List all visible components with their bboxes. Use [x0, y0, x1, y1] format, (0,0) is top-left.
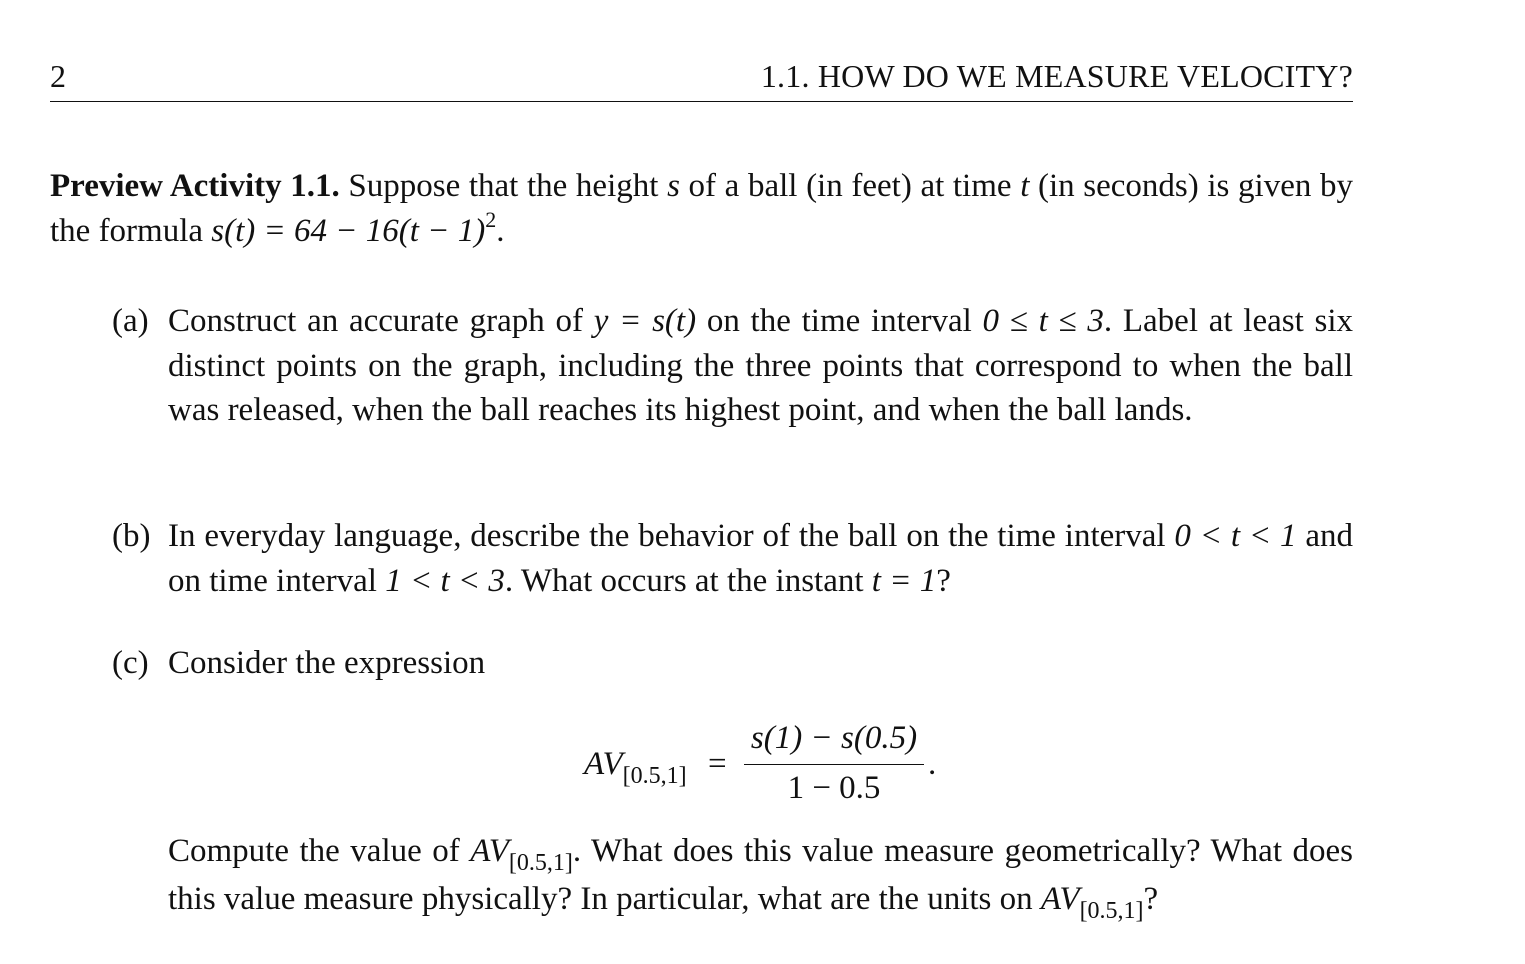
formula-equals: =	[708, 746, 727, 782]
item-a-text-1: Construct an accurate graph of	[168, 303, 594, 339]
item-a	[112, 299, 1353, 479]
header-rule	[50, 101, 1353, 102]
item-b-text-4: ?	[936, 562, 951, 599]
item-a-text-3: . Label at least six distinct points on the graph, including the three points that correspond to when the ball was released, when the ball reaches its highest point, and when the ball lands.	[168, 303, 1353, 428]
item-b-text-1: In everyday language, describe the behavior of the ball on the time interval	[168, 518, 1175, 554]
fraction-bar	[744, 764, 924, 765]
average-velocity-formula	[584, 712, 944, 812]
intro-text-3: (in seconds) is given by the formula	[50, 168, 1353, 249]
item-b-math-2: 1 < t < 3	[385, 562, 505, 599]
item-a-label: (a)	[112, 303, 149, 339]
item-c-text-2: Compute the value of	[168, 833, 471, 869]
item-b-math-3: t = 1	[871, 562, 937, 599]
intro-paragraph	[50, 164, 1353, 256]
running-head: 1.1. HOW DO WE MEASURE VELOCITY?	[760, 58, 1353, 94]
page-number: 2	[50, 58, 66, 94]
item-c-text-4: ?	[1143, 880, 1159, 917]
item-a-text	[168, 299, 1353, 433]
formula-lhs-av: AV	[584, 746, 623, 782]
item-c-text-3: . What does this value measure geometrically? What does this value measure physically? In particular, what are the units on	[168, 833, 1353, 917]
formula-exponent: 2	[485, 206, 497, 232]
item-c-av-1-subscript: [0.5,1]	[508, 850, 573, 876]
item-a-math-2: 0 ≤ t ≤ 3	[982, 303, 1104, 339]
item-b-label: (b)	[112, 518, 151, 554]
item-a-math-1: y = s(t)	[593, 303, 697, 339]
formula-lhs	[584, 742, 687, 789]
item-a-text-2: on the time interval	[696, 303, 983, 339]
intro-text-2: of a ball (in feet) at time	[679, 168, 1021, 204]
item-c-av-2-subscript: [0.5,1]	[1079, 897, 1144, 924]
var-t: t	[1020, 168, 1030, 204]
item-c-question	[168, 829, 1353, 924]
item-b-text-3: . What occurs at the instant	[504, 562, 872, 599]
item-b-math-1: 0 < t < 1	[1174, 518, 1297, 554]
formula-lhs-subscript: [0.5,1]	[622, 763, 687, 789]
item-c-av-1: AV	[470, 833, 509, 869]
height-formula: s(t) = 64 − 16(t − 1)	[211, 212, 486, 249]
var-s: s	[667, 168, 680, 204]
item-c	[112, 641, 1353, 691]
intro-text-1: Suppose that the height	[339, 168, 668, 204]
item-c-av-2: AV	[1040, 880, 1080, 917]
formula-numerator: s(1) − s(0.5)	[750, 720, 918, 756]
item-c-label: (c)	[112, 645, 149, 681]
formula-period: .	[496, 212, 505, 249]
item-b-text-2: and on time interval	[168, 518, 1353, 599]
item-b	[112, 514, 1353, 606]
item-c-text-1: Consider the expression	[168, 645, 486, 681]
activity-label: Preview Activity 1.1.	[50, 168, 340, 204]
item-b-text	[168, 514, 1353, 603]
formula-period: .	[928, 746, 937, 782]
formula-denominator: 1 − 0.5	[787, 770, 881, 806]
